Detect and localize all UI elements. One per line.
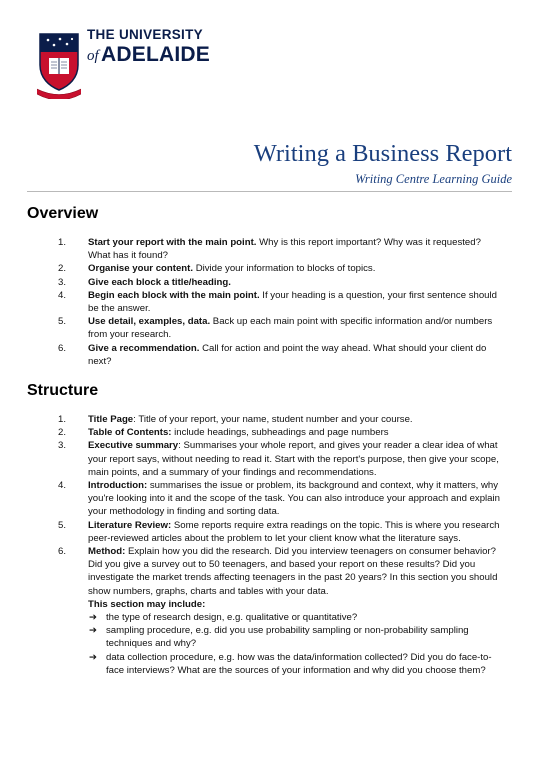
university-name-of: of xyxy=(87,48,99,64)
list-number: 6. xyxy=(58,546,67,558)
list-item xyxy=(0,545,504,677)
list-number: 3. xyxy=(58,440,67,452)
list-item-lead: Start your report with the main point. xyxy=(88,237,257,248)
sub-list-text: sampling procedure, e.g. did you use probability sampling or non-probability sampling techniques and why? xyxy=(106,625,469,650)
list-item-lead: Give each block a title/heading. xyxy=(88,276,231,288)
list-number: 1. xyxy=(58,414,67,425)
list-item-text: summarises the issue or problem, its background and context, why it matters, why you're looking into it and the scope of the task. You can also introduce your approach and explain your methodology in finding and sorting data. xyxy=(88,480,500,518)
list-item-text: include headings, subheadings and page numbers xyxy=(171,427,389,439)
list-number: 1. xyxy=(58,237,67,248)
list-item-text: Why is this report important? Why was it requested? What has it found? xyxy=(88,237,481,262)
list-number: 2. xyxy=(58,427,67,439)
list-item xyxy=(0,439,504,479)
list-item-text: : Title of your report, your name, student number and your course. xyxy=(133,414,413,425)
university-logo xyxy=(37,19,210,103)
sub-list-item xyxy=(88,651,506,677)
page-title: Writing a Business Report xyxy=(253,140,512,167)
list-item xyxy=(0,519,504,545)
arrow-icon: ➔ xyxy=(89,651,98,663)
list-item xyxy=(0,315,504,341)
list-item-lead: Table of Contents: xyxy=(88,427,172,439)
section-may-include-label: This section may include: xyxy=(88,598,206,610)
page-subtitle: Writing Centre Learning Guide xyxy=(355,172,512,186)
list-number: 5. xyxy=(58,519,67,531)
arrow-icon: ➔ xyxy=(89,625,98,637)
university-name-line1: THE UNIVERSITY xyxy=(87,27,203,42)
list-item-text: Some reports require extra readings on the topic. This is where you research peer-reviewed articles about the problem to let your client know what the literature says. xyxy=(88,519,500,544)
list-item-text: Divide your information to blocks of topics. xyxy=(193,263,376,275)
list-item-lead: Begin each block with the main point. xyxy=(88,289,260,301)
structure-list xyxy=(0,413,504,677)
list-item-lead: Organise your content. xyxy=(88,263,194,275)
list-number: 4. xyxy=(58,480,67,492)
list-item xyxy=(0,289,504,315)
method-sub-list xyxy=(88,611,504,677)
list-item xyxy=(0,236,504,262)
list-number: 4. xyxy=(58,289,67,301)
list-item-text: Explain how you did the research. Did you interview teenagers on consumer behavior? Did you give a survey out to 50 teenagers, and based your report on these results? Did you investigate the market trends affecting teenagers in the past 20 years? In this section you should show numbers, graphs, charts and tables with your data. xyxy=(88,546,498,597)
list-item-lead: Literature Review: xyxy=(88,519,172,531)
structure-heading: Structure xyxy=(27,382,99,399)
sub-list-item xyxy=(88,611,506,624)
list-item xyxy=(0,426,504,439)
sub-list-text: the type of research design, e.g. qualitative or quantitative? xyxy=(106,612,358,624)
list-item xyxy=(0,413,504,426)
title-divider xyxy=(27,191,512,192)
sub-list-item xyxy=(88,624,506,650)
list-item-lead: Introduction: xyxy=(88,480,148,492)
list-item xyxy=(0,342,504,368)
list-item-lead: Title Page xyxy=(88,414,134,425)
list-item-text: : Summarises your whole report, and gives your reader a clear idea of what your report says, without needing to read it. Start with the report's purpose, then give your scope, main points, and a summary of your findings and recommendations. xyxy=(88,440,499,478)
list-item-text: Call for action and point the way ahead. What should your client do next? xyxy=(88,342,487,367)
crest-icon xyxy=(37,31,81,99)
sub-list-text: data collection procedure, e.g. how was the data/information collected? Did you do face-to-face interviews? What are the sources of your information and why did you choose them? xyxy=(106,651,492,676)
overview-heading: Overview xyxy=(27,205,99,222)
list-item xyxy=(0,479,504,519)
list-item-lead: Executive summary xyxy=(88,440,179,452)
arrow-icon: ➔ xyxy=(89,612,98,624)
overview-list xyxy=(0,236,504,368)
list-item-lead: Method: xyxy=(88,546,126,558)
list-item-text: If your heading is a question, your first sentence should be the answer. xyxy=(88,289,497,315)
list-number: 5. xyxy=(58,316,67,328)
list-item-text: Back up each main point with specific information and/or numbers from your research. xyxy=(88,316,493,341)
list-number: 6. xyxy=(58,342,67,354)
list-item-lead: Use detail, examples, data. xyxy=(88,316,211,328)
list-number: 3. xyxy=(58,276,67,288)
list-item-lead: Give a recommendation. xyxy=(88,342,200,354)
list-item xyxy=(0,262,504,275)
list-item xyxy=(0,276,504,289)
list-number: 2. xyxy=(58,263,67,275)
university-name: ADELAIDE xyxy=(101,43,210,66)
